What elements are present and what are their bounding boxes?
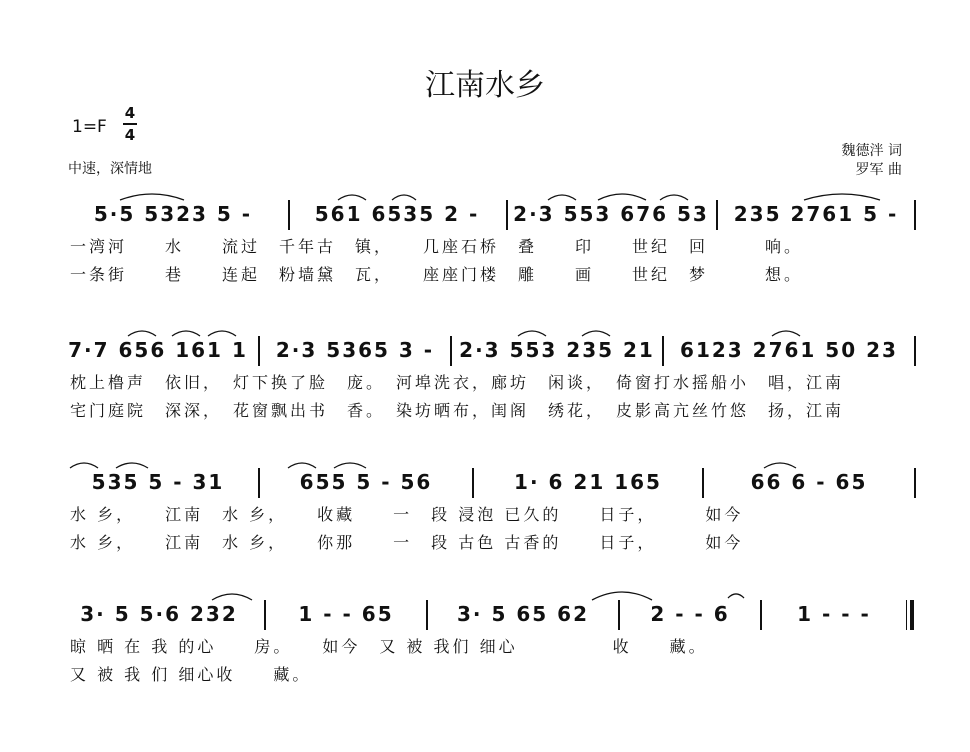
measure xyxy=(262,336,448,370)
lyric-line-1: 晾 晒 在 我 的心 房。 如今 又 被 我们 细心 收 藏。 xyxy=(70,637,708,656)
measure-notes: 2·3 5365 3 - xyxy=(275,338,435,362)
measure xyxy=(454,336,660,370)
notation-line xyxy=(52,600,920,634)
measure xyxy=(60,468,256,502)
notation-line xyxy=(52,468,920,502)
measure-notes: 66 6 - 65 xyxy=(750,470,868,494)
measure-notes: 5·5 5323 5 - xyxy=(93,202,253,226)
measure xyxy=(262,468,470,502)
song-title: 江南水乡 xyxy=(425,68,545,103)
final-barline-thin xyxy=(906,600,907,630)
lyric-line-2: 宅门庭院 深深， 花窗飘出书 香。 染坊晒布，闺阁 绣花， 皮影高亢丝竹悠 扬，江南 xyxy=(70,401,845,420)
measure xyxy=(510,200,712,234)
measure-notes: 2·3 553 676 53 xyxy=(513,202,709,226)
measure xyxy=(706,468,912,502)
notation-line xyxy=(52,336,920,370)
score-system-1 xyxy=(52,200,920,290)
score-system-2 xyxy=(52,336,920,426)
measure-notes: 235 2761 5 - xyxy=(733,202,899,226)
key-signature: 1=F xyxy=(72,117,107,137)
lyric-line-2: 一条街 巷 连起 粉墙黛 瓦， 座座门楼 雕 画 世纪 梦 想。 xyxy=(70,265,804,284)
barline xyxy=(472,468,474,498)
barline xyxy=(426,600,428,630)
lyricist-credit: 魏德泮 词 xyxy=(841,143,902,159)
measure xyxy=(430,600,616,634)
time-signature xyxy=(120,103,140,145)
lyric-line-2: 又 被 我 们 细心收 藏。 xyxy=(70,665,312,684)
measure xyxy=(60,336,256,370)
measure xyxy=(720,200,912,234)
score-system-4 xyxy=(52,600,920,690)
final-barline-thick xyxy=(910,600,914,630)
barline xyxy=(618,600,620,630)
barline xyxy=(258,468,260,498)
measure-notes: 535 5 - 31 xyxy=(91,470,225,494)
measure xyxy=(764,600,904,634)
barline xyxy=(662,336,664,366)
time-signature-bar xyxy=(123,123,137,125)
tempo-marking: 中速，深情地 xyxy=(68,161,152,177)
barline xyxy=(914,468,916,498)
measure xyxy=(622,600,758,634)
measure-notes: 6123 2761 50 23 xyxy=(680,338,898,362)
time-signature-top: 4 xyxy=(124,104,136,122)
score-system-3 xyxy=(52,468,920,558)
barline xyxy=(760,600,762,630)
measure xyxy=(292,200,502,234)
measure xyxy=(60,200,286,234)
measure-notes: 1· 6 21 165 xyxy=(514,470,662,494)
measure xyxy=(56,600,262,634)
barline xyxy=(450,336,452,366)
measure xyxy=(268,600,424,634)
barline xyxy=(914,336,916,366)
measure xyxy=(666,336,912,370)
lyric-line-1: 一湾河 水 流过 千年古 镇， 几座石桥 叠 印 世纪 回 响。 xyxy=(70,237,804,256)
measure-notes: 1 - - - xyxy=(797,602,871,626)
barline xyxy=(914,200,916,230)
notation-line xyxy=(52,200,920,234)
measure-notes: 1 - - 65 xyxy=(298,602,394,626)
measure-notes: 3· 5 65 62 xyxy=(457,602,589,626)
barline xyxy=(264,600,266,630)
barline xyxy=(258,336,260,366)
measure xyxy=(476,468,700,502)
lyric-line-1: 枕上橹声 依旧， 灯下换了脸 庞。 河埠洗衣，廊坊 闲谈， 倚窗打水摇船小 唱，江南 xyxy=(70,373,845,392)
barline xyxy=(288,200,290,230)
time-signature-bottom: 4 xyxy=(124,126,136,144)
measure-notes: 3· 5 5·6 232 xyxy=(80,602,238,626)
measure-notes: 561 6535 2 - xyxy=(314,202,480,226)
barline xyxy=(506,200,508,230)
barline xyxy=(702,468,704,498)
measure-notes: 7·7 656 161 1 xyxy=(68,338,248,362)
lyric-line-2: 水 乡， 江南 水 乡， 你那 一 段 古色 古香的 日子， 如今 xyxy=(70,533,744,552)
lyric-line-1: 水 乡， 江南 水 乡， 收藏 一 段 浸泡 已久的 日子， 如今 xyxy=(70,505,744,524)
measure-notes: 2 - - 6 xyxy=(650,602,730,626)
barline xyxy=(716,200,718,230)
composer-credit: 罗军 曲 xyxy=(855,162,902,178)
measure-notes: 2·3 553 235 21 xyxy=(459,338,655,362)
measure-notes: 655 5 - 56 xyxy=(299,470,433,494)
